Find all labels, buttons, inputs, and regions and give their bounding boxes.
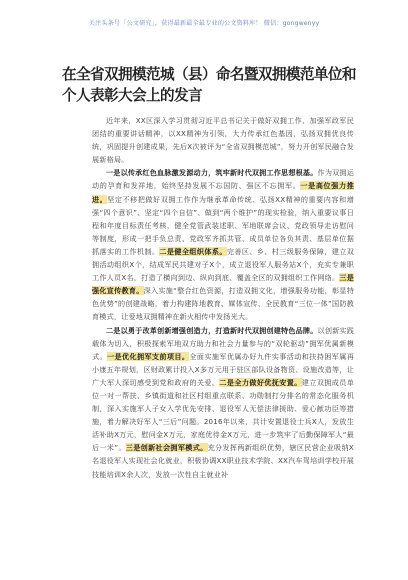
document-title: 在全省双拥模范城（县）命名暨双拥模范单位和个人表彰大会上的发言 [62,66,356,104]
paragraph [92,114,354,166]
top-banner: 关注头条号「公文研究」，获得最新最全最专业的公文资料库！ 微信：gongwenyy [88,20,320,27]
body-text: 充分发挥两新组织优势，辖区民营企业吸纳X名退役军人实现社会化就业，积极协调XX职业技术学院、XX汽车驾培训学校开展技能培训X余人次，发放一次性自主就业补 [92,443,354,479]
body-text: 建立双拥成员单位一对一帮扶、乡镇街道和社区村组重点联系、功勋制打分排名的常态化服务机制，深入实施军人子女入学优先安排、退役军人无偿法律援助、爱心献功臣等措施，着力解决好军人“三后”问题。2016年以来，共计安置退役士兵X人，发放生活补助X万元，慰问金X万元，家庭优待金X万元，进一步筑牢了后勤保障军人“最后一米”。 [92,377,355,453]
body-text: 近年来，XX区深入学习贯彻习近平总书记关于做好双拥工作、加强军政军民团结的重要讲话精神，以XX精神为引领，大力传承红色基因，弘扬双拥优良传统，巩固提升创建成果，先后X次被评为“全省双拥模范城”，努力开创军民融合发展新格局。 [92,116,354,165]
paragraph [92,166,354,323]
emphasis-text: 三是创新社会拥军模式。 [125,443,208,453]
emphasis-text: 一是优化拥军支前项目。 [106,351,190,361]
emphasis-text: 一是以传承红色血脉激发源动力，筑牢新时代双拥工作思想根基。 [106,168,318,178]
emphasis-text: 二是健全组织体系。 [159,246,227,256]
body-text: 深入实施“整合红色资源，打造双拥文化，增强服务功能，彰显特色优势”的创建战略，着力构建阵地教育、媒体宣传、全民教育“三位一体”国防教育模式，让爱地双拥精神在新火相传中发扬光大。 [92,286,354,322]
body-text: 全面实施军优属办好九件实事活动和扶持困军属再小康五年规划，区财政累计投入X多万元用于驻区部队设备物资、设施改造等，让广大军人深切感受到党和政府的关爱。 [92,351,354,387]
emphasis-text: 三是强化宣传教育。 [92,273,354,296]
paragraph [92,324,354,481]
body-text: 坚定不移把做好双拥工作作为继承革命传统、弘扬XX精神的重要内容和增强“四个意识”、坚定“四个自信”、做到“两个维护”的现实检验，纳入重要议事日程和年度目标责任考核，健全党管武装述职、军地联席会议、党政领导走访慰问等制度，形成一把手负总责、党政军齐抓共管、成员单位各负其责、基层单位据抓落实的工作机制。 [92,194,354,256]
emphasis-text: 二是以勇于改革创新增强创造力，打造新时代双拥创建特色品牌。 [106,325,318,335]
emphasis-text: 二是全力做好优抚安置。 [219,377,302,387]
body-text: 作为双拥运动的孕育和发祥地，始终坚持发展不忘国防、强区不忘拥军。 [92,168,354,191]
emphasis-text: 一是高位强力推进。 [92,181,354,204]
body-text: 以创新实践载体为切入，积极探索军地双方助力和社会力量参与的“双轮驱动”拥军优属新模式。 [92,325,354,361]
body-text: 完善区、乡、村三级服务保障，建立双拥活动组织X个，结成军民共建对子X个，成立退役军人服务站X个，充实专兼职工作人员X名，打造了横向到边、纵向到底、覆盖全区的双拥组织工作网络。 [92,246,354,283]
document-body [92,114,354,481]
